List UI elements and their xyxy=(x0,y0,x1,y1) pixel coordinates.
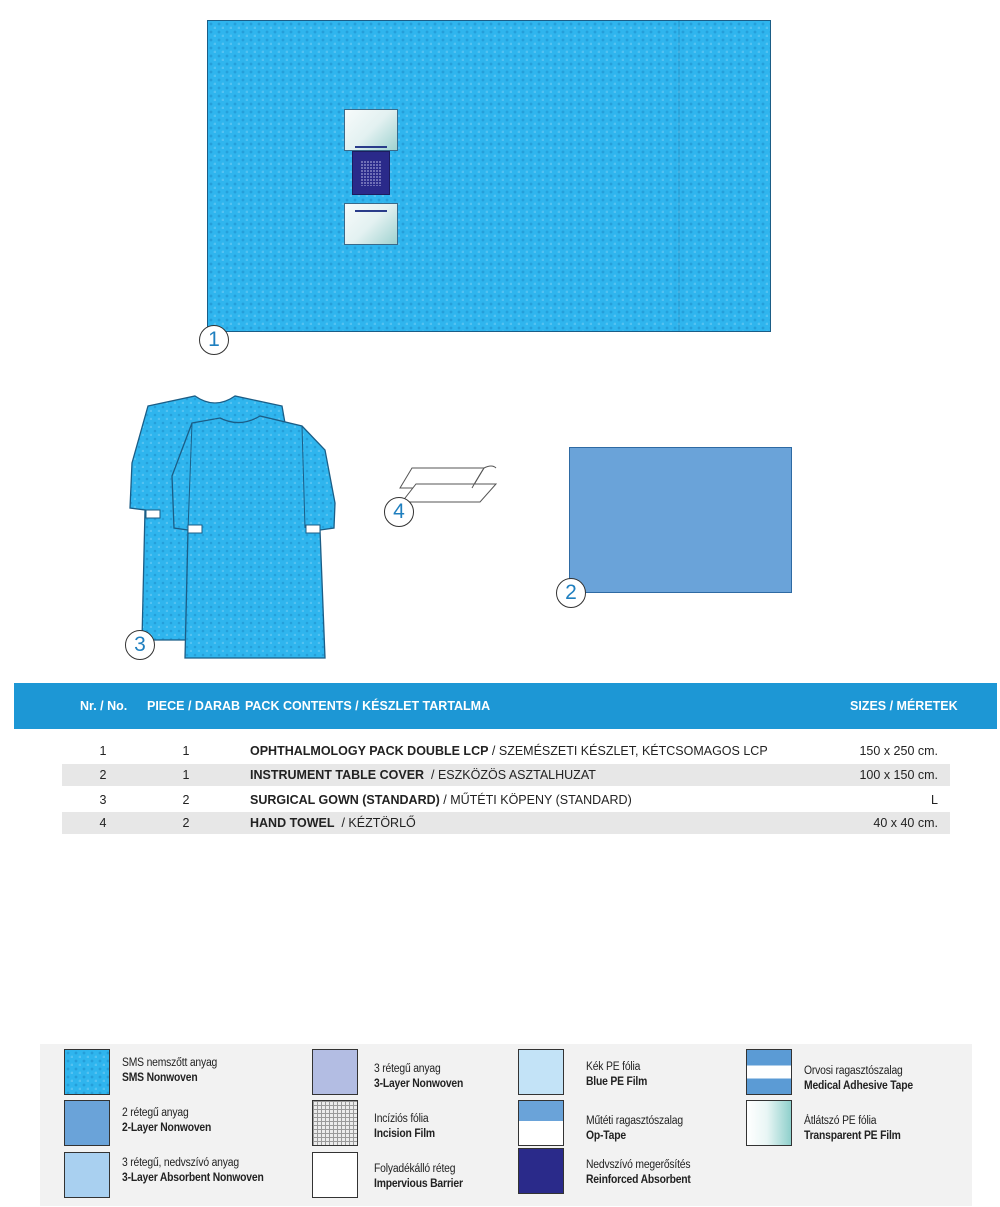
swatch-op-tape xyxy=(518,1100,564,1146)
row-item-hungarian: / ESZKÖZÖS ASZTALHUZAT xyxy=(424,768,596,782)
legend-item: Átlátszó PE fólia Transparent PE Film xyxy=(804,1115,901,1142)
row-number: 2 xyxy=(99,768,107,782)
swatch-3-layer-nonwoven xyxy=(312,1049,358,1095)
header-contents: PACK CONTENTS / KÉSZLET TARTALMA xyxy=(245,699,491,713)
pack-contents-table-header xyxy=(14,683,997,729)
swatch-medical-adhesive-tape xyxy=(746,1049,792,1095)
incision-film-aperture xyxy=(352,151,390,195)
instrument-table-cover-illustration xyxy=(569,447,792,593)
legend-item: 2 rétegű anyag 2-Layer Nonwoven xyxy=(122,1107,212,1134)
row-number: 3 xyxy=(99,793,107,807)
swatch-reinforced-absorbent xyxy=(518,1148,564,1194)
table-row xyxy=(62,812,950,834)
table-row xyxy=(62,789,950,811)
swatch-3-layer-absorbent xyxy=(64,1152,110,1198)
table-row xyxy=(62,764,950,786)
legend-item: 3 rétegű anyag 3-Layer Nonwoven xyxy=(374,1063,464,1090)
row-item-name: SURGICAL GOWN (STANDARD) xyxy=(250,793,440,807)
row-item-name: INSTRUMENT TABLE COVER xyxy=(250,768,425,782)
callout-3: 3 xyxy=(125,630,155,660)
drape-fold-line xyxy=(678,21,680,331)
row-piece: 1 xyxy=(182,768,190,782)
row-item-hungarian: / MŰTÉTI KÖPENY (STANDARD) xyxy=(439,793,632,807)
legend-item: Orvosi ragasztószalag Medical Adhesive Tape xyxy=(804,1065,913,1092)
header-number: Nr. / No. xyxy=(80,699,128,713)
row-description xyxy=(250,793,632,807)
surgical-gown-illustration xyxy=(120,388,340,660)
drape-top-adhesive-pad xyxy=(344,109,398,151)
callout-4: 4 xyxy=(384,497,414,527)
swatch-transparent-pe-film xyxy=(746,1100,792,1146)
swatch-incision-film xyxy=(312,1100,358,1146)
legend-item: Műtéti ragasztószalag Op-Tape xyxy=(586,1115,683,1142)
legend-item: Folyadékálló réteg Impervious Barrier xyxy=(374,1163,463,1190)
legend-item: Incíziós fólia Incision Film xyxy=(374,1113,435,1140)
row-size: L xyxy=(931,793,938,807)
legend-item: Nedvszívó megerősítés Reinforced Absorbent xyxy=(586,1159,691,1186)
row-piece: 2 xyxy=(182,793,190,807)
row-size: 100 x 150 cm. xyxy=(859,768,938,782)
drape-bottom-adhesive-pad xyxy=(344,203,398,245)
swatch-sms-nonwoven xyxy=(64,1049,110,1095)
swatch-impervious-barrier xyxy=(312,1152,358,1198)
row-description xyxy=(250,816,416,830)
row-number: 4 xyxy=(99,816,107,830)
row-item-name: HAND TOWEL xyxy=(250,816,335,830)
row-item-hungarian: / KÉZTÖRLŐ xyxy=(334,816,416,830)
row-description xyxy=(250,744,768,758)
row-piece: 1 xyxy=(182,744,190,758)
row-item-name: OPHTHALMOLOGY PACK DOUBLE LCP xyxy=(250,744,489,758)
ophthalmology-drape-illustration xyxy=(207,20,771,332)
row-description xyxy=(250,768,596,782)
header-piece: PIECE / DARAB xyxy=(147,699,241,713)
table-row xyxy=(62,740,950,762)
legend-item: SMS nemszőtt anyag SMS Nonwoven xyxy=(122,1057,218,1084)
legend-item: Kék PE fólia Blue PE Film xyxy=(586,1061,648,1088)
callout-2: 2 xyxy=(556,578,586,608)
header-sizes: SIZES / MÉRETEK xyxy=(850,699,958,713)
callout-1: 1 xyxy=(199,325,229,355)
row-item-hungarian: / SZEMÉSZETI KÉSZLET, KÉTCSOMAGOS LCP xyxy=(488,744,768,758)
legend-item: 3 rétegű, nedvszívó anyag 3-Layer Absorbent Nonwoven xyxy=(122,1157,264,1184)
swatch-2-layer-nonwoven xyxy=(64,1100,110,1146)
row-size: 150 x 250 cm. xyxy=(859,744,938,758)
row-size: 40 x 40 cm. xyxy=(873,816,938,830)
row-piece: 2 xyxy=(182,816,190,830)
row-number: 1 xyxy=(99,744,107,758)
swatch-blue-pe-film xyxy=(518,1049,564,1095)
material-legend xyxy=(40,1044,972,1206)
